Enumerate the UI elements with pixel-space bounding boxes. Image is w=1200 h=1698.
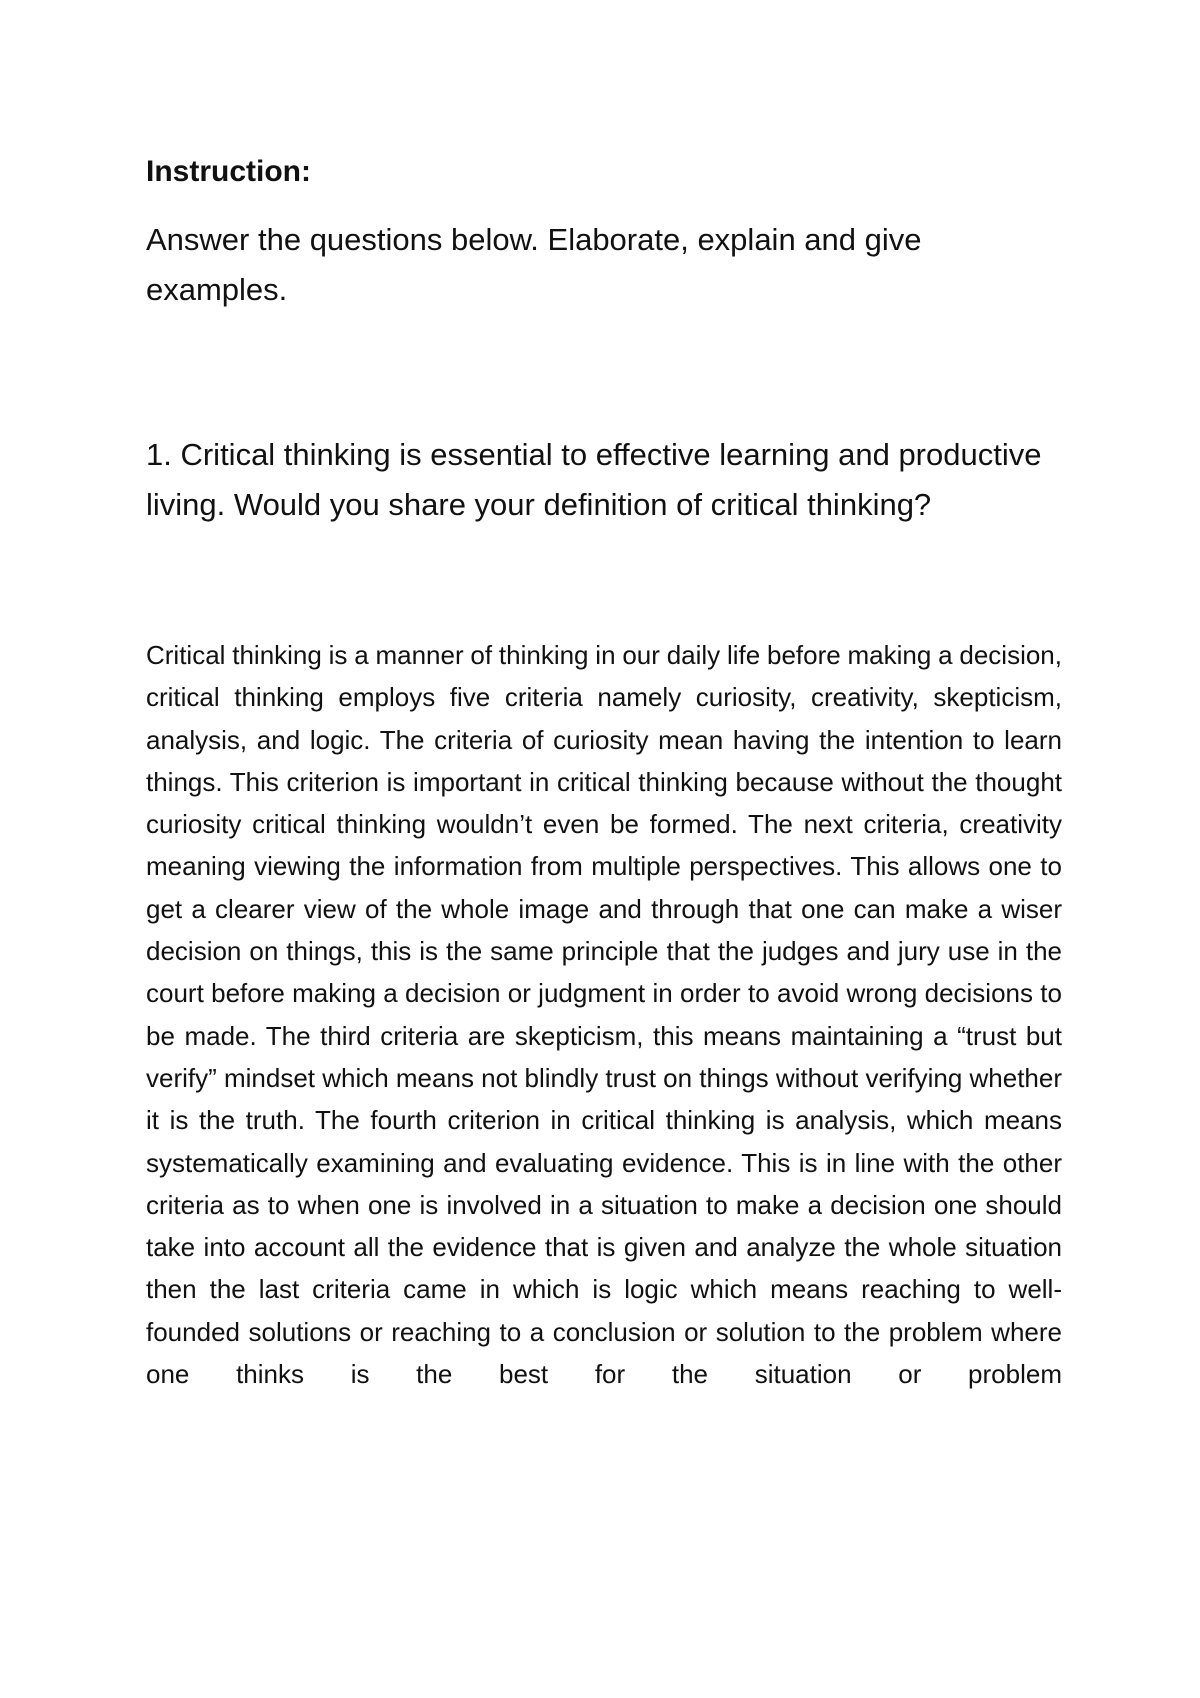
instruction-heading: Instruction:: [146, 155, 311, 188]
question-1: 1. Critical thinking is essential to effective learning and productive living. Would you share your definition of critical thinking?: [146, 437, 1042, 522]
instruction-text: Answer the questions below. Elaborate, explain and give examples.: [146, 222, 922, 307]
answer-1: Critical thinking is a manner of thinking in our daily life before making a decision, critical thinking employs five criteria namely curiosity, creativity, skepticism, analysis, and logic. The criteria of curiosity mean having the intention to learn things. This criterion is important in critical thinking because without the thought curiosity critical thinking wouldn’t even be formed. The next criteria, creativity meaning viewing the information from multiple perspectives. This allows one to get a clearer view of the whole image and through that one can make a wiser decision on things, this is the same principle that the judges and jury use in the court before making a decision or judgment in order to avoid wrong decisions to be made. The third criteria are skepticism, this means maintaining a “trust but verify” mindset which means not blindly trust on things without verifying whether it is the truth. The fourth criterion in critical thinking is analysis, which means systematically examining and evaluating evidence. This is in line with the other criteria as to when one is involved in a situation to make a decision one should take into account all the evidence that is given and analyze the whole situation then the last criteria came in which is logic which means reaching to well-founded solutions or reaching to a conclusion or solution to the problem where one thinks is the best for the situation or problem: [146, 640, 1062, 1390]
